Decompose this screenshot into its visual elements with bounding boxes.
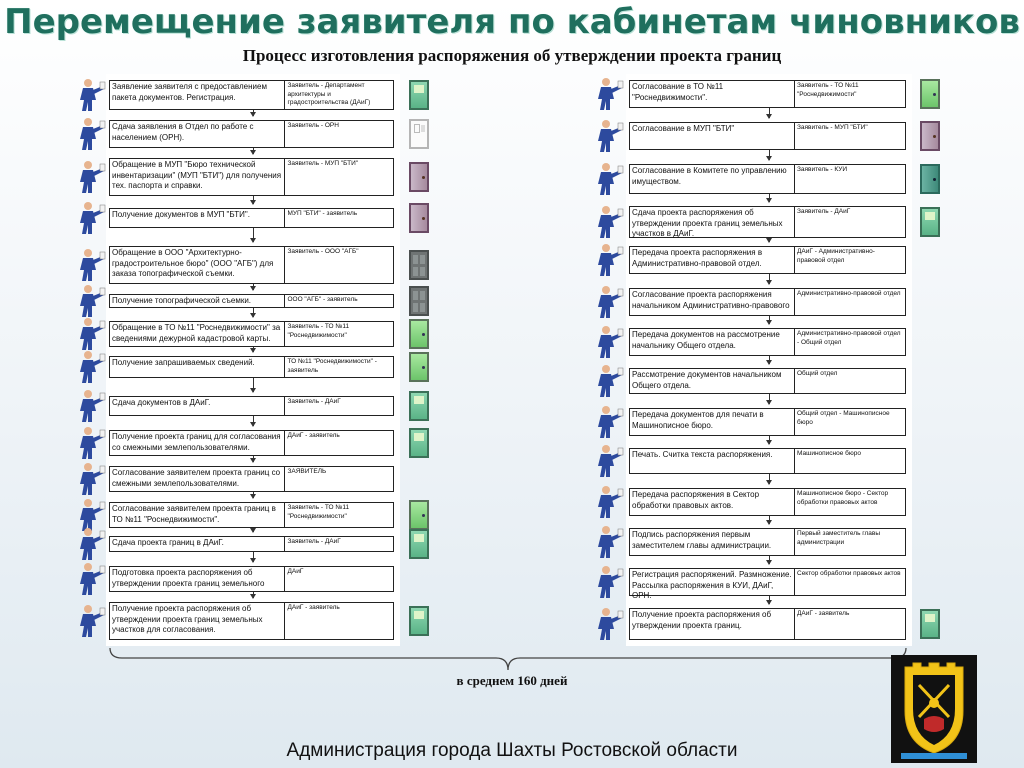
step-department: Заявитель - МУП "БТИ" [287,160,359,167]
right-process-column [626,74,912,646]
process-step [629,80,906,108]
process-step [109,396,394,416]
step-text: Согласование заявителем проекта границ со смежными землепользователями. [110,467,285,491]
step-department: Первый заместитель главы администрации [797,530,881,546]
step-text: Согласование проекта распоряжения начальником Административно-правового [630,289,795,315]
slide-title: Перемещение заявителя по кабинетам чиновников [4,2,1020,42]
flow-arrow [253,110,254,116]
duration-label: в среднем 160 дней [456,673,568,688]
process-step [629,206,906,238]
applicant-person-icon [76,604,106,638]
step-department: ДАиГ - заявитель [287,604,340,611]
office-door-icon [920,609,940,639]
office-door-icon [409,250,429,280]
step-text: Подпись распоряжения первым заместителем главы администрации. [630,529,795,555]
flow-arrow [769,108,770,118]
office-door-icon [920,164,940,194]
step-text: Согласование в Комитете по управлению имуществом. [630,165,795,193]
applicant-person-icon [594,162,624,196]
step-text: Регистрация распоряжений. Размножение. Рассылка распоряжения в КУИ, ДАиГ, ОРН. [630,569,795,595]
left-process-column [106,74,400,646]
step-text: Сдача заявления в Отдел по работе с населением (ОРН). [110,121,285,147]
flow-arrow [769,474,770,484]
process-step [109,566,394,592]
office-door-icon [409,529,429,559]
step-department: Заявитель - КУИ [797,166,848,173]
step-text: Согласование заявителем проекта границ в ТО №11 "Роснедвижимости". [110,503,285,527]
applicant-person-icon [76,462,106,496]
applicant-person-icon [76,527,106,561]
flow-arrow [769,316,770,324]
process-step [109,80,394,110]
step-department: ЗАЯВИТЕЛЬ [287,468,327,475]
step-department: Заявитель - ОРН [287,122,339,129]
process-step [629,528,906,556]
applicant-person-icon [594,119,624,153]
flow-arrow [253,492,254,498]
flow-arrow [253,284,254,290]
city-coat-of-arms-icon [891,655,977,763]
step-text: Рассмотрение документов начальником Общего отдела. [630,369,795,393]
flow-arrow [769,556,770,564]
flow-arrow [769,356,770,364]
applicant-person-icon [594,285,624,319]
office-door-icon [409,352,429,382]
step-department: Заявитель - ДАиГ [287,398,341,405]
step-text: Передача документов для печати в Машинописное бюро. [630,409,795,435]
step-text: Согласование в ТО №11 "Роснедвижимости". [630,81,795,107]
process-step [629,368,906,394]
process-step [109,466,394,492]
step-text: Сдача документов в ДАиГ. [110,397,285,415]
step-text: Получение проекта границ для согласования со смежными землепользователями. [110,431,285,455]
applicant-person-icon [594,243,624,277]
step-department: Сектор обработки правовых актов [797,570,901,577]
applicant-person-icon [594,77,624,111]
step-department: Общий отдел [797,370,838,377]
office-door-icon [920,207,940,237]
office-door-icon [409,500,429,530]
office-door-icon [409,119,429,149]
step-department: Заявитель - ТО №11 "Роснедвижимости" [287,323,350,339]
flow-arrow [769,274,770,284]
applicant-person-icon [594,205,624,239]
flow-arrow [769,596,770,604]
step-department: МУП "БТИ" - заявитель [287,210,358,217]
slide-subtitle: Процесс изготовления распоряжения об утверждении проекта границ [242,46,782,65]
flow-arrow [253,456,254,462]
office-door-icon [409,80,429,110]
office-door-icon [409,162,429,192]
step-department: Заявитель - ТО №11 "Роснедвижимости" [797,82,859,98]
step-text: Получение топографической съемки. [110,295,285,307]
step-department: Машинописное бюро - Сектор обработки правовых актов [797,490,889,506]
process-step [629,328,906,356]
step-department: Заявитель - ДАиГ [797,208,851,215]
step-text: Обращение в ООО "Архитектурно-градостроительное бюро" (ООО "АГБ") для заказа топографической съемки. [110,247,285,283]
step-department: Машинописное бюро [797,450,862,457]
office-door-icon [409,606,429,636]
process-step [629,408,906,436]
step-department: Заявитель - ООО "АГБ" [287,248,359,255]
step-department: ТО №11 "Роснедвижимости" - заявитель [287,358,377,374]
step-text: Передача документов на рассмотрение начальнику Общего отдела. [630,329,795,355]
step-department: Общий отдел - Машинописное бюро [797,410,890,426]
step-department: Административно-правовой отдел - Общий отдел [797,330,901,346]
process-step [629,568,906,600]
office-door-icon [409,203,429,233]
process-step [109,158,394,196]
flow-arrow [253,592,254,598]
process-step [629,488,906,516]
applicant-person-icon [76,350,106,384]
process-step [109,430,394,456]
flow-arrow [769,150,770,160]
applicant-person-icon [76,562,106,596]
step-department: ООО "АГБ" - заявитель [287,296,358,303]
flow-arrow [769,238,770,242]
duration-brace [108,646,908,672]
step-text: Подготовка проекта распоряжения об утверждении проекта границ земельного [110,567,285,591]
process-step [629,246,906,274]
step-department: Заявитель - Департамент архитектуры и градостроительства (ДАиГ) [287,82,371,106]
step-text: Получение проекта распоряжения об утверждении проекта границ. [630,609,795,639]
applicant-person-icon [594,607,624,641]
step-text: Согласование в МУП "БТИ" [630,123,795,149]
flow-arrow [253,196,254,204]
flow-arrow [253,552,254,562]
step-department: ДАиГ - заявитель [797,610,850,617]
office-door-icon [409,286,429,316]
applicant-person-icon [76,284,106,318]
process-step [109,602,394,640]
applicant-person-icon [76,389,106,423]
step-text: Сдача проекта границ в ДАиГ. [110,537,285,551]
office-door-icon [920,79,940,109]
applicant-person-icon [76,248,106,282]
process-step [109,120,394,148]
process-step [629,122,906,150]
process-step [109,536,394,552]
office-door-icon [920,121,940,151]
process-step [109,246,394,284]
step-text: Передача проекта распоряжения в Административно-правовой отдел. [630,247,795,273]
step-department: ДАиГ - Административно-правовой отдел [797,248,875,264]
flow-arrow [769,194,770,202]
applicant-person-icon [594,525,624,559]
step-text: Получение документов в МУП "БТИ". [110,209,285,227]
applicant-person-icon [76,78,106,112]
process-step [629,608,906,640]
step-text: Передача распоряжения в Сектор обработки правовых актов. [630,489,795,515]
step-text: Обращение в ТО №11 "Роснедвижимости" за сведениями дежурной кадастровой карты. [110,322,285,346]
applicant-person-icon [594,485,624,519]
applicant-person-icon [594,364,624,398]
office-door-icon [409,391,429,421]
flow-arrow [253,148,254,154]
step-text: Получение проекта распоряжения об утверждении проекта границ земельных участков для согласования. [110,603,285,639]
process-step [109,294,394,308]
process-step [109,208,394,228]
flow-arrow [253,416,254,426]
applicant-person-icon [594,405,624,439]
flow-arrow [769,516,770,524]
process-step [109,356,394,378]
flow-arrow [253,308,254,317]
footer-text: Администрация города Шахты Ростовской области [286,740,738,761]
step-text: Сдача проекта распоряжения об утверждении проекта границ земельных участков в ДАиГ. [630,207,795,237]
flow-arrow [253,347,254,352]
step-department: Заявитель - ДАиГ [287,538,341,545]
process-step [629,164,906,194]
office-door-icon [409,428,429,458]
applicant-person-icon [76,160,106,194]
step-department: Заявитель - ТО №11 "Роснедвижимости" [287,504,350,520]
flow-arrow [253,378,254,392]
applicant-person-icon [76,426,106,460]
applicant-person-icon [594,444,624,478]
applicant-person-icon [594,325,624,359]
flow-arrow [253,528,254,532]
applicant-person-icon [76,201,106,235]
step-text: Заявление заявителя с предоставлением пакета документов. Регистрация. [110,81,285,109]
applicant-person-icon [76,117,106,151]
process-step [109,502,394,528]
process-step [629,448,906,474]
step-text: Обращение в МУП "Бюро технической инвентаризации" (МУП "БТИ") для получения тех. паспорта и справки. [110,159,285,195]
step-department: Административно-правовой отдел [797,290,901,297]
flow-arrow [769,436,770,444]
flow-arrow [769,394,770,404]
step-department: ДАиГ - заявитель [287,432,340,439]
office-door-icon [409,319,429,349]
flow-arrow [253,228,254,242]
process-step [629,288,906,316]
process-step [109,321,394,347]
step-department: Заявитель - МУП "БТИ" [797,124,868,131]
step-text: Получение запрашиваемых сведений. [110,357,285,377]
step-text: Печать. Считка текста распоряжения. [630,449,795,473]
applicant-person-icon [594,565,624,599]
applicant-person-icon [76,317,106,351]
step-department: ДАиГ [287,568,304,575]
